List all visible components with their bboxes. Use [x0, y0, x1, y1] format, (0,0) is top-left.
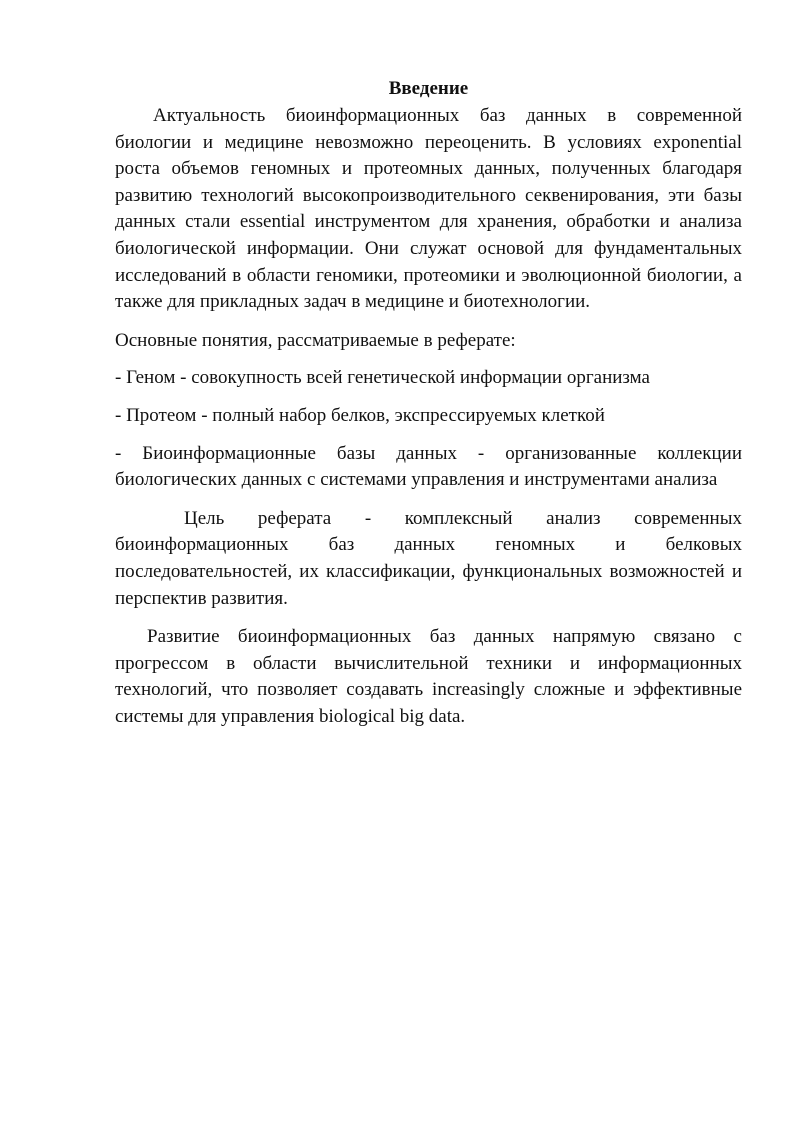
- section-heading: Введение: [388, 78, 469, 99]
- concepts-lead-paragraph: Основные понятия, рассматриваемые в реферате:: [115, 329, 516, 351]
- goal-paragraph: Цель реферата - комплексный анализ современных биоинформационных баз данных геномных и белковых последовательностей, их классификации, функциональных возможностей и перспектив развития.: [115, 507, 742, 609]
- intro-paragraph: Актуальность биоинформационных баз данных в современной биологии и медицине невозможно переоценить. В условиях exponential роста объемов геномных и протеомных данных, полученных благодаря развитию технологий высокопроизводительного секвенирования, эти базы данных стали essential инструментом для хранения, обработки и анализа биологической информации. Они служат основой для фундаментальных исследований в области геномики, протеомики и эволюционной биологии, а также для прикладных задач в медицине и биотехнологии.: [115, 105, 742, 313]
- concept-genome-item: - Геном - совокупность всей генетической информации организма: [115, 367, 650, 389]
- development-paragraph: Развитие биоинформационных баз данных напрямую связано с прогрессом в области вычислительной техники и информационных технологий, что позволяет создавать increasingly сложные и эффективные системы для управления biological big data.: [115, 626, 742, 727]
- concept-databases-item: - Биоинформационные базы данных - организованные коллекции биологических данных с системами управления и инструментами анализа: [115, 442, 742, 491]
- concept-proteome-item: - Протеом - полный набор белков, экспрессируемых клеткой: [115, 404, 605, 426]
- document-page: [115, 76, 742, 730]
